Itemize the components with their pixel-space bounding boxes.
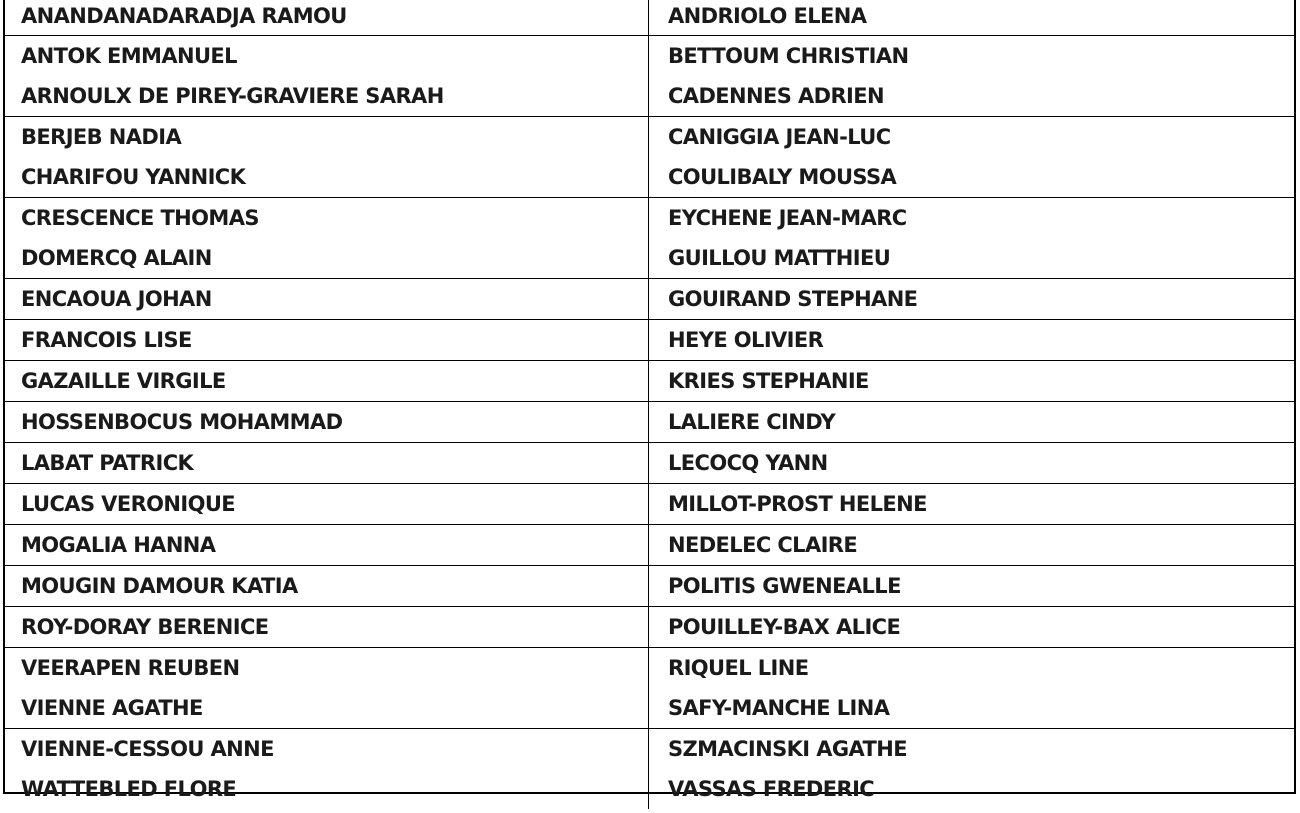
name-entry: ENCAOUA JOHAN [21,287,212,311]
right-column-cell [648,402,1294,442]
left-column-cell [5,402,648,442]
name-entry: GUILLOU MATTHIEU [668,246,891,270]
name-entry: NEDELEC CLAIRE [668,533,858,557]
table-row-group [5,279,1294,320]
right-column-cell [648,0,1294,35]
name-entry: CADENNES ADRIEN [668,84,884,108]
table-row-group [5,402,1294,443]
name-entry: LALIERE CINDY [668,410,836,434]
name-entry: VIENNE-CESSOU ANNE [21,737,274,761]
name-entry: GAZAILLE VIRGILE [21,369,226,393]
name-entry: COULIBALY MOUSSA [668,165,897,189]
right-column-cell [648,320,1294,360]
right-column-cell [648,361,1294,401]
right-column-cell [648,443,1294,483]
name-entry: KRIES STEPHANIE [668,369,869,393]
right-column-cell [648,525,1294,565]
name-entry: POLITIS GWENEALLE [668,574,901,598]
name-entry: MOUGIN DAMOUR KATIA [21,574,298,598]
left-column-cell [5,648,648,728]
name-entry: CHARIFOU YANNICK [21,165,246,189]
table-row-group [5,0,1294,36]
left-column-cell [5,729,648,809]
left-column-cell [5,361,648,401]
left-column-cell [5,279,648,319]
name-entry: CANIGGIA JEAN-LUC [668,125,891,149]
table-row-group [5,443,1294,484]
left-column-cell [5,198,648,278]
name-entry: ARNOULX DE PIREY-GRAVIERE SARAH [21,84,444,108]
name-entry: GOUIRAND STEPHANE [668,287,918,311]
name-entry: ROY-DORAY BERENICE [21,615,269,639]
name-entry: WATTEBLED FLORE [21,777,237,801]
name-entry: MOGALIA HANNA [21,533,216,557]
name-entry: POUILLEY-BAX ALICE [668,615,901,639]
name-entry: CRESCENCE THOMAS [21,206,259,230]
table-row-group [5,361,1294,402]
left-column-cell [5,484,648,524]
name-entry: VIENNE AGATHE [21,696,203,720]
left-column-cell [5,36,648,116]
table-row-group [5,607,1294,648]
left-column-cell [5,566,648,606]
name-entry: SZMACINSKI AGATHE [668,737,907,761]
name-entry: VEERAPEN REUBEN [21,656,240,680]
table-row-group [5,648,1294,729]
name-entry: BETTOUM CHRISTIAN [668,44,909,68]
left-column-cell [5,607,648,647]
right-column-cell [648,648,1294,728]
left-column-cell [5,320,648,360]
left-column-cell [5,525,648,565]
name-entry: HOSSENBOCUS MOHAMMAD [21,410,343,434]
name-entry: ANDRIOLO ELENA [668,4,867,28]
table-row-group [5,198,1294,279]
right-column-cell [648,484,1294,524]
right-column-cell [648,279,1294,319]
right-column-cell [648,117,1294,197]
table-row-group [5,36,1294,117]
name-entry: EYCHENE JEAN-MARC [668,206,907,230]
name-entry: HEYE OLIVIER [668,328,824,352]
right-column-cell [648,198,1294,278]
right-column-cell [648,607,1294,647]
name-entry: ANTOK EMMANUEL [21,44,237,68]
table-row-group [5,117,1294,198]
right-column-cell [648,36,1294,116]
left-column-cell [5,117,648,197]
left-column-cell [5,0,648,35]
table-row-group [5,484,1294,525]
table-row-group [5,729,1294,809]
name-entry: ANANDANADARADJA RAMOU [21,4,347,28]
name-entry: BERJEB NADIA [21,125,182,149]
name-entry: VASSAS FREDERIC [668,777,875,801]
name-entry: MILLOT-PROST HELENE [668,492,927,516]
name-entry: LECOCQ YANN [668,451,828,475]
table-row-group [5,320,1294,361]
name-entry: SAFY-MANCHE LINA [668,696,890,720]
right-column-cell [648,566,1294,606]
name-entry: LUCAS VERONIQUE [21,492,236,516]
name-entry: DOMERCQ ALAIN [21,246,212,270]
name-entry: FRANCOIS LISE [21,328,192,352]
left-column-cell [5,443,648,483]
table-row-group [5,525,1294,566]
name-table [3,0,1296,801]
right-column-cell [648,729,1294,809]
name-entry: LABAT PATRICK [21,451,194,475]
table-row-group [5,566,1294,607]
name-entry: RIQUEL LINE [668,656,809,680]
